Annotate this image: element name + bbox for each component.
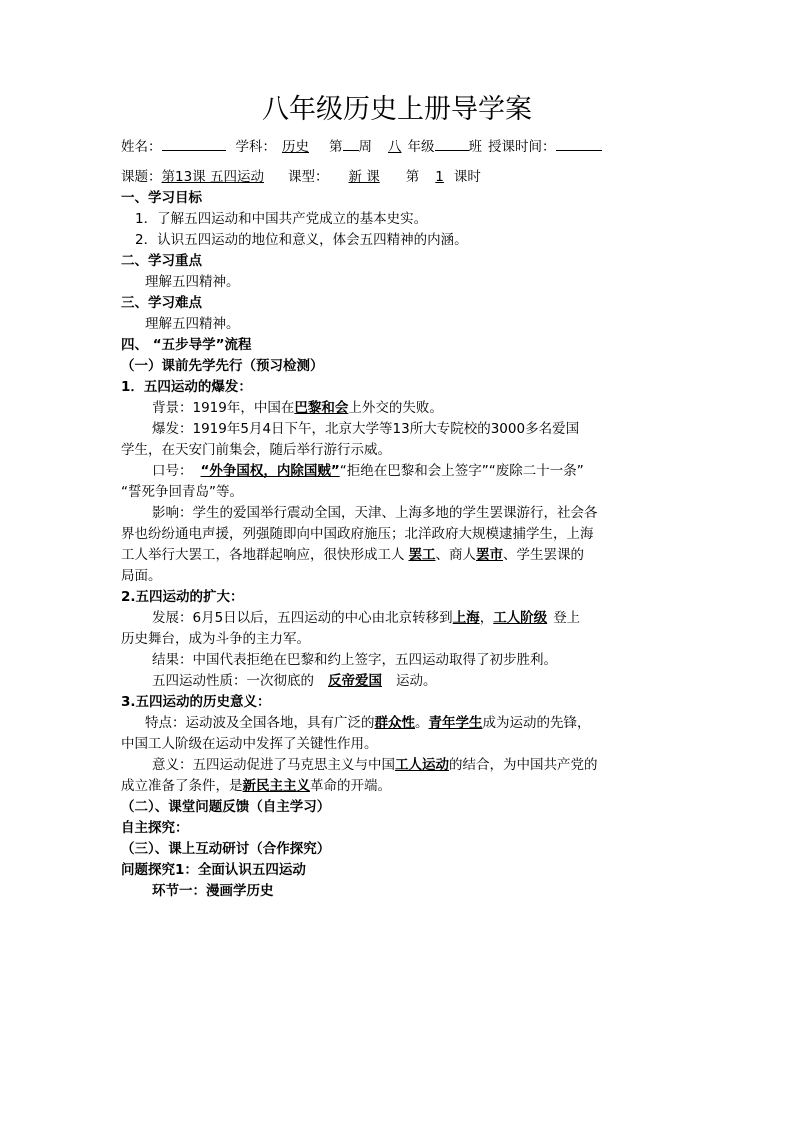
subject-value: 历史: [282, 139, 309, 155]
result-line: 结果：中国代表拒绝在巴黎和约上签字，五四运动取得了初步胜利。: [152, 652, 557, 668]
market-strike-keyword: 罢市: [476, 547, 503, 563]
expansion-heading: 2.五四运动的扩大：: [121, 589, 244, 605]
shanghai-keyword: 上海: [452, 610, 480, 626]
time-label: 授课时间：: [488, 139, 556, 155]
background-text-end: 上外交的失败。: [348, 400, 443, 416]
interactive-subheading: （三）、课上互动研讨（合作探究）: [121, 841, 331, 857]
inquiry-step-1: 环节一：漫画学历史: [152, 883, 274, 899]
slogan-line: [152, 461, 584, 482]
nature-text-end: 运动。: [396, 673, 437, 689]
significance-line-2: [121, 776, 391, 797]
development-line-2: 历史舞台，成为斗争的主力军。: [121, 631, 310, 647]
nature-keyword: 反帝爱国: [328, 673, 382, 689]
significance-heading: 3.五四运动的历史意义：: [121, 694, 271, 710]
period-prefix: 第: [405, 169, 420, 185]
nature-line: [152, 671, 437, 692]
feature-period: 。: [415, 715, 429, 731]
page-title: 八年级历史上册导学案: [262, 94, 532, 125]
slogan-keyword: “外争国权，内除国贼”: [200, 463, 340, 479]
slogan-line-2: “誓死争回青岛”等。: [121, 484, 243, 500]
new-democracy-keyword: 新民主主义: [242, 778, 310, 794]
section-goals-heading: 一、学习目标: [121, 190, 202, 206]
significance-text-end: 的结合，为中国共产党的: [449, 757, 598, 773]
topic-value: 第13课 五四运动: [161, 169, 264, 185]
name-label: 姓名：: [121, 139, 162, 155]
period-suffix: 课时: [453, 169, 481, 185]
week-prefix: 第: [329, 139, 343, 155]
slogan-text: “拒绝在巴黎和会上签字”“废除二十一条”: [339, 463, 584, 479]
significance-text-2: 成立准备了条件，是: [121, 778, 243, 794]
influence-line-3: [121, 545, 584, 566]
youth-keyword: 青年学生: [428, 715, 483, 731]
period-value: 1: [435, 169, 444, 185]
feature-text: 特点：运动波及全国各地，具有广泛的: [145, 715, 375, 731]
grade-label: 年级: [407, 139, 435, 155]
week-blank: [343, 136, 359, 151]
development-line: [152, 608, 580, 629]
background-text: 背景：1919年，中国在: [152, 400, 295, 416]
significance-text: 意义：五四运动促进了马克思主义与中国: [152, 757, 395, 773]
mass-keyword: 群众性: [374, 715, 415, 731]
goal-item-1: 1．了解五四运动和中国共产党成立的基本史实。: [135, 211, 428, 227]
influence-text: 工人举行大罢工，各地群起响应，很快形成工人: [121, 547, 405, 563]
topic-label: 课题：: [121, 169, 162, 185]
development-comma: ，: [479, 610, 494, 626]
significance-line: [152, 755, 598, 776]
feedback-subheading: （二）、课堂问题反馈（自主学习）: [121, 799, 331, 815]
strike-keyword: 罢工: [408, 547, 436, 563]
feature-line-2: 中国工人阶级在运动中发挥了关键性作用。: [121, 736, 378, 752]
development-text: 发展：6月5日以后，五四运动的中心由北京转移到: [152, 610, 453, 626]
preview-subheading: （一）课前先学先行（预习检测）: [121, 358, 324, 374]
class-blank: [435, 136, 469, 151]
labor-movement-keyword: 工人运动: [395, 757, 449, 773]
section-difficulty-heading: 三、学习难点: [121, 295, 202, 311]
type-value: 新 课: [348, 169, 380, 185]
header-info-line: [121, 136, 602, 158]
nature-text: 五四运动性质：一次彻底的: [152, 673, 314, 689]
name-blank: [162, 136, 226, 151]
influence-text-mid: 、商人: [435, 547, 476, 563]
type-label: 课型：: [287, 169, 329, 185]
outbreak-line-1: 爆发：1919年5月4日下午，北京大学等13所大专院校的3000多名爱国: [152, 421, 580, 437]
significance-text-2-end: 革命的开端。: [310, 778, 391, 794]
influence-line-1: 影响：学生的爱国举行震动全国，天津、上海多地的学生罢课游行，社会各: [152, 505, 598, 521]
influence-text-end: 、学生罢课的: [503, 547, 584, 563]
time-blank: [556, 136, 602, 151]
outbreak-line-2: 学生，在天安门前集会，随后举行游行示威。: [121, 442, 391, 458]
subject-label: 学科：: [235, 139, 276, 155]
background-line: [152, 398, 443, 419]
feature-text-end: 成为运动的先锋，: [482, 715, 591, 731]
week-suffix: 周: [358, 139, 372, 155]
background-keyword: 巴黎和会: [294, 400, 349, 416]
working-class-keyword: 工人阶级: [493, 610, 548, 626]
difficulty-text: 理解五四精神。: [145, 316, 240, 332]
keypoint-text: 理解五四精神。: [145, 274, 240, 290]
self-study-label: 自主探究：: [121, 820, 189, 836]
slogan-label: 口号：: [152, 463, 193, 479]
class-label: 班: [468, 139, 482, 155]
section-keypoint-heading: 二、学习重点: [121, 253, 202, 269]
section-flow-heading: 四、 “五步导学”流程: [121, 337, 252, 353]
grade-value: 八: [388, 139, 402, 155]
feature-line: [145, 713, 591, 734]
influence-line-2: 界也纷纷通电声援，列强随即向中国政府施压；北洋政府大规模逮捕学生，上海: [121, 526, 594, 542]
inquiry-question-1: 问题探究1：全面认识五四运动: [121, 862, 306, 878]
outbreak-heading: 1．五四运动的爆发：: [121, 379, 252, 395]
development-text-end: 登上: [553, 610, 581, 626]
influence-line-4: 局面。: [121, 568, 162, 584]
goal-item-2: 2．认识五四运动的地位和意义，体会五四精神的内涵。: [135, 232, 468, 248]
header-topic-line: [121, 167, 481, 188]
